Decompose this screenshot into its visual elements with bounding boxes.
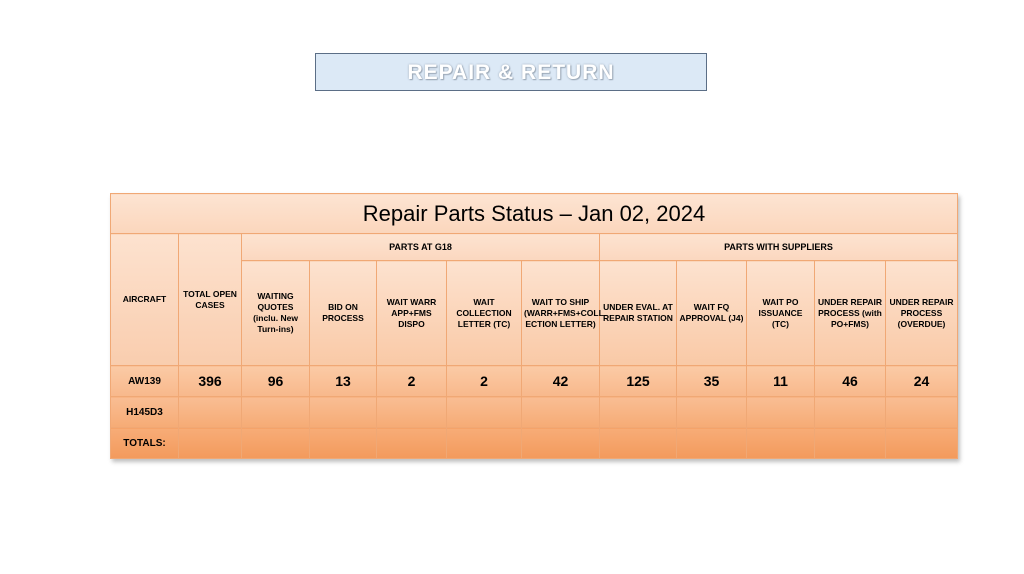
table-row — [111, 366, 958, 397]
cell-value — [242, 397, 310, 428]
cell-value — [447, 428, 522, 459]
cell-value — [600, 428, 677, 459]
cell-value — [677, 397, 747, 428]
col-header-under-eval: UNDER EVAL. AT REPAIR STATION — [600, 261, 677, 366]
group-header-parts-with-suppliers: PARTS WITH SUPPLIERS — [600, 234, 958, 261]
cell-value — [886, 397, 958, 428]
cell-value — [377, 397, 447, 428]
cell-value — [815, 428, 886, 459]
cell-value: 24 — [886, 366, 958, 397]
row-total — [179, 397, 242, 428]
group-header-parts-at-g18: PARTS AT G18 — [242, 234, 600, 261]
cell-value: 2 — [447, 366, 522, 397]
table-row — [111, 397, 958, 428]
col-header-wait-warr-app: WAIT WARR APP+FMS DISPO — [377, 261, 447, 366]
row-aircraft: H145D3 — [111, 397, 179, 428]
col-header-wait-to-ship: WAIT TO SHIP (WARR+FMS+COLL ECTION LETTER) — [522, 261, 600, 366]
cell-value: 35 — [677, 366, 747, 397]
cell-value — [886, 428, 958, 459]
cell-value: 46 — [815, 366, 886, 397]
repair-parts-status-table — [110, 193, 958, 459]
cell-value — [815, 397, 886, 428]
row-aircraft: TOTALS: — [111, 428, 179, 459]
col-header-wait-collection-letter: WAIT COLLECTION LETTER (TC) — [447, 261, 522, 366]
col-header-bid-on-process: BID ON PROCESS — [310, 261, 377, 366]
col-header-wait-po-issuance: WAIT PO ISSUANCE (TC) — [747, 261, 815, 366]
cell-value: 96 — [242, 366, 310, 397]
cell-value: 2 — [377, 366, 447, 397]
col-header-under-repair-overdue: UNDER REPAIR PROCESS (OVERDUE) — [886, 261, 958, 366]
col-header-waiting-quotes: WAITING QUOTES (inclu. New Turn-ins) — [242, 261, 310, 366]
cell-value: 125 — [600, 366, 677, 397]
row-total: 396 — [179, 366, 242, 397]
cell-value — [522, 428, 600, 459]
col-header-total-open-cases: TOTAL OPEN CASES — [179, 234, 242, 366]
cell-value: 11 — [747, 366, 815, 397]
table-row — [111, 428, 958, 459]
row-total — [179, 428, 242, 459]
cell-value — [310, 428, 377, 459]
col-header-under-repair-process: UNDER REPAIR PROCESS (with PO+FMS) — [815, 261, 886, 366]
row-aircraft: AW139 — [111, 366, 179, 397]
cell-value — [747, 397, 815, 428]
cell-value — [242, 428, 310, 459]
col-header-wait-fq-approval: WAIT FQ APPROVAL (J4) — [677, 261, 747, 366]
cell-value: 42 — [522, 366, 600, 397]
cell-value — [447, 397, 522, 428]
cell-value — [522, 397, 600, 428]
cell-value — [677, 428, 747, 459]
table-title: Repair Parts Status – Jan 02, 2024 — [111, 194, 958, 234]
cell-value: 13 — [310, 366, 377, 397]
slide-title: REPAIR & RETURN — [315, 53, 707, 91]
cell-value — [747, 428, 815, 459]
cell-value — [377, 428, 447, 459]
cell-value — [310, 397, 377, 428]
cell-value — [600, 397, 677, 428]
col-header-aircraft: AIRCRAFT — [111, 234, 179, 366]
